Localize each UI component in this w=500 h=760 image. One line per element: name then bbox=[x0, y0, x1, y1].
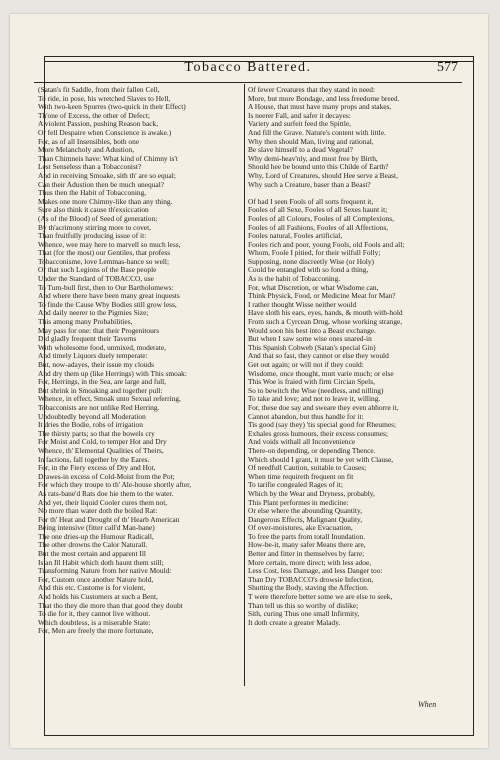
text-line: Is neerer Fall, and safer it decayes: bbox=[248, 111, 351, 120]
text-line: Think Physick, Food, or Medicine Meat for Man? bbox=[248, 292, 396, 301]
text-line: Than tell us this so worthy of dislike; bbox=[248, 601, 359, 610]
text-line: Th'one of Excess, the other of Defect; bbox=[38, 111, 150, 120]
text-line: To free the parts from totall Inundation. bbox=[248, 532, 366, 541]
text-line: Why demi-heav'nly, and most free by Birth, bbox=[248, 154, 378, 163]
text-line: As rats-bane'd Rats doe hie them to the water. bbox=[38, 489, 174, 498]
text-line: May pass for one: that their Progenitours bbox=[38, 326, 160, 335]
text-line: Less Cost, less Damage, and less Danger too: bbox=[248, 567, 383, 576]
text-line: And holds his Customers at such a Bent, bbox=[38, 593, 158, 602]
text-line: For th' Heat and Drought of th' Hearb American bbox=[38, 515, 180, 524]
text-line: Fooles of all Sexe, Fooles of all Sexes haunt it; bbox=[248, 206, 388, 215]
text-line: Can their Adustion then be much unequal? bbox=[38, 180, 165, 189]
text-line: Wisdome, once thought, mutt varie much; or else bbox=[248, 369, 394, 378]
text-line: It dries the Bodie, robs of irrigation bbox=[38, 421, 143, 430]
text-line: From such a Cyrcean Drug, whose working strange, bbox=[248, 318, 403, 327]
text-line: By th'acrimony stirring more to covet, bbox=[38, 223, 151, 232]
text-line: This Plant performes in medicine: bbox=[248, 498, 349, 507]
text-line: I rather thought Wisse neither would bbox=[248, 300, 357, 309]
text-line: Or fell Despaire when Conscience is awake.) bbox=[38, 128, 172, 137]
text-line: When time requireth frequent on fit bbox=[248, 472, 354, 481]
text-line: Of needfull Caution, suitable to Causes; bbox=[248, 464, 367, 473]
text-line: Which by the Wear and Dryness, probably, bbox=[248, 489, 375, 498]
text-line: Supposing, none discreetly Wise (or Holy) bbox=[248, 257, 375, 266]
text-line: But, now-adayes, their issue my clouds bbox=[38, 361, 154, 369]
text-line: The thirsty parts; so that the bowels cry bbox=[38, 429, 155, 438]
text-line: And voids withall all Inconvenience bbox=[248, 438, 356, 447]
text-line: The other drowns the Calor Naturall. bbox=[38, 541, 148, 550]
text-line: Drawes-in excess of Cold-Moist from the Pot; bbox=[38, 472, 175, 481]
text-line: For, as of all Insensibles, both one bbox=[38, 137, 140, 146]
text-line: Lest Senseless than a Tobacconist? bbox=[38, 163, 142, 172]
text-line: Variety and surfeit feed the Spittle, bbox=[248, 120, 352, 129]
text-line: And in receiving Smoake, sith th' are so equal; bbox=[38, 171, 176, 180]
text-line: Under the Standard of TOBACCO, use bbox=[38, 275, 154, 284]
text-line: Dangerous Effects, Malignant Quality, bbox=[248, 515, 363, 524]
text-line: For, Custom once another Nature hold, bbox=[38, 575, 154, 584]
text-line: And timely Liquors duely temperate: bbox=[38, 352, 148, 361]
text-line: But shrink in Smoaking and together pull: bbox=[38, 386, 163, 395]
running-title: Tobacco Battered. bbox=[184, 60, 312, 75]
text-line: Cannot abandon, but thus handle for it: bbox=[248, 412, 364, 421]
text-line: (Satan's fit Saddle, from their fallen Cell, bbox=[38, 86, 160, 94]
text-line: Tobacconisme, love Lemmas-bance so well; bbox=[38, 257, 170, 266]
text-line: Have sloth his ears, eyes, hands, & mouth with-hold bbox=[248, 309, 403, 318]
text-line: More, but more Bondage, and less freedome breed. bbox=[248, 94, 400, 103]
text-line: Whence, th' Elemental Qualities of Theirs, bbox=[38, 446, 164, 455]
text-line: Tis good (say they) 'tis special good for Rheumes; bbox=[248, 421, 397, 430]
text-line: Makes one more Chimny-like than any thing. bbox=[38, 197, 173, 206]
text-line: Why such a Creature, baser than a Beast? bbox=[248, 180, 371, 189]
text-line: Whom, Foole I pitied, for their wilfull Folly; bbox=[248, 249, 381, 258]
text-line: This among many Probabilities, bbox=[38, 318, 133, 327]
text-line: The one dries-up the Humour Radicall, bbox=[38, 532, 154, 541]
text-line: And where there have been many great inquests bbox=[38, 292, 180, 301]
text-line: To tarifie congealed Rages of it; bbox=[248, 481, 343, 490]
page-number: 577 bbox=[437, 60, 458, 75]
text-line: For, in the Fiery excess of Dry and Hot, bbox=[38, 464, 156, 473]
text-line: Being intensive (fitter call'd Man-bane) bbox=[38, 524, 155, 533]
text-line: Transforming Nature from her native Mould: bbox=[38, 567, 172, 576]
text-line: And fill the Grave. Nature's content with little. bbox=[248, 128, 386, 137]
text-line: And daily neerer to the Pigmies Size; bbox=[38, 309, 149, 318]
text-line: And dry them up (like Herrings) with This smoak: bbox=[38, 369, 187, 378]
text-line: Whence, wee may here to marvell so much less, bbox=[38, 240, 181, 249]
text-line: Should hee be bound unto this Childe of Earth? bbox=[248, 163, 389, 172]
catchword: When bbox=[418, 700, 437, 709]
text-line: Get out again; or will not if they could: bbox=[248, 361, 364, 369]
text-line: For, what Discretion, or what Wisdome can, bbox=[248, 283, 379, 292]
text-line: (As of the Blood) of Seed of generation; bbox=[38, 214, 158, 223]
text-line: To ride, in pose, his wretched Slaves to Hell, bbox=[38, 94, 171, 103]
text-line: How-be-it, many safer Means there are, bbox=[248, 541, 366, 550]
text-line: Tobacconists are not unlike Red Herring. bbox=[38, 403, 160, 412]
text-line: No more than water doth the boiled Rat: bbox=[38, 507, 158, 516]
text-line: Than fruitfully producing issue of it: bbox=[38, 232, 147, 241]
text-line: Better and fitter in themselves by farre; bbox=[248, 550, 365, 559]
text-line: Or else where the abounding Quantity, bbox=[248, 507, 363, 516]
text-line: To finde the Cause Why Bodies still grow less, bbox=[38, 300, 177, 309]
text-line: Thus then the Habit of Tobacconing, bbox=[38, 189, 147, 198]
text-line: Fooles rich and poor, young Fools, old Fools and all; bbox=[248, 240, 405, 249]
text-line: Fooles of all Fashions, Fooles of all Affections, bbox=[248, 223, 389, 232]
text-line: Undoubtedly beyond all Moderation bbox=[38, 412, 146, 421]
text-line: Or that such Legions of the Base people bbox=[38, 266, 157, 275]
text-line: Which doubtless, is a miserable State: bbox=[38, 618, 151, 627]
text-line: For, Men are freely the more fortunate, bbox=[38, 627, 154, 636]
text-line: This Woe is fraied with firm Circian Spels, bbox=[248, 378, 375, 387]
text-line: So to bewitch the Wise (needless, and nilling) bbox=[248, 386, 384, 395]
text-line: Of over-moistures, ake Evacuation, bbox=[248, 524, 353, 533]
text-line: But when I saw some wise ones snared-in bbox=[248, 335, 372, 344]
text-line: To take and love; and not to leave it, willing. bbox=[248, 395, 381, 404]
text-line: Of had I seen Fools of all sorts frequent it, bbox=[248, 197, 374, 206]
page-header bbox=[34, 58, 462, 83]
text-line: Sure also think it cause th'exsiccation bbox=[38, 206, 149, 215]
text-line: Be slave himself to a dead Vegetal? bbox=[248, 146, 353, 155]
text-line: Which should I grant, it must be yet with Clause, bbox=[248, 455, 394, 464]
text-line: A violent Passion, pushing Reason back, bbox=[38, 120, 159, 129]
text-line: More certain, more direct; with less adoe, bbox=[248, 558, 372, 567]
right-column bbox=[248, 86, 460, 627]
text-line: To die for it, they cannot live without. bbox=[38, 610, 151, 619]
text-line: Whence, in effect, Smoak unto Sexual referring, bbox=[38, 395, 181, 404]
text-line: For which they troupe to th' Ale-house shortly after, bbox=[38, 481, 192, 490]
text-line: Fooles of all Colours, Fooles of all Complexions, bbox=[248, 214, 394, 223]
text-line: Did gladly frequent their Taverns bbox=[38, 335, 137, 344]
text-line bbox=[248, 189, 460, 198]
text-line: There-on depending, or depending Thence. bbox=[248, 446, 376, 455]
text-line: And this etc. Custome is for violent, bbox=[38, 584, 146, 593]
text-line: That tho they die more than that good they doubt bbox=[38, 601, 183, 610]
text-line: But the most certain and apparent Ill bbox=[38, 550, 146, 559]
text-line: Exhales gross humours, their excess consumes; bbox=[248, 429, 388, 438]
text-line: A House, that must have many props and stakes, bbox=[248, 103, 392, 112]
text-line: Fooles natural, Fooles artificial, bbox=[248, 232, 343, 241]
text-line: More Melancholy and Adustion, bbox=[38, 146, 135, 155]
text-line: In factions, fall together by the Eares. bbox=[38, 455, 150, 464]
text-line: To Turn-bull first, then to Our Bartholomews: bbox=[38, 283, 174, 292]
text-line: T were therefore better some we are else to seek, bbox=[248, 593, 393, 602]
text-line: Of fewer Creatures that they stand in need: bbox=[248, 86, 376, 94]
text-line: As is the habit of Tobacconing. bbox=[248, 275, 341, 284]
column-divider bbox=[244, 84, 245, 686]
left-column bbox=[38, 86, 243, 636]
text-line: Shutting the Body, staving the Affection. bbox=[248, 584, 369, 593]
text-line: That (for the most) our Gentiles, that profess bbox=[38, 249, 171, 258]
text-line: Why, Lord of Creatures, should Hee serve a Beast, bbox=[248, 171, 398, 180]
text-line: Than Dry TOBACCO's drowsie Infection, bbox=[248, 575, 374, 584]
text-line: For Moist and Cold, to temper Hot and Dry bbox=[38, 438, 167, 447]
text-line: Than Chimneis have: What kind of Chimny is't bbox=[38, 154, 178, 163]
text-line: It doth create a greater Malady. bbox=[248, 618, 341, 627]
text-line: And that so fast, they cannot or else they would bbox=[248, 352, 389, 361]
text-line: Sith, curing Thus one small Infirmity, bbox=[248, 610, 360, 619]
text-line: For, these doe say and sweare they even abhorre it, bbox=[248, 403, 399, 412]
text-line: Why then should Man, living and rational, bbox=[248, 137, 374, 146]
text-line: Is an Ill Habit which doth haunt them still; bbox=[38, 558, 164, 567]
text-line: And yet, their liquid Cooler cures them not, bbox=[38, 498, 168, 507]
text-line: Could be entangled with so fond a thing, bbox=[248, 266, 369, 275]
text-line: With wholesome food, unmixed, moderate, bbox=[38, 343, 166, 352]
text-line: With two-keen Spurres (two-quick in their Effect) bbox=[38, 103, 186, 112]
text-line: For, Herrings, in the Sea, are large and full, bbox=[38, 378, 167, 387]
text-line: Would soon his best into a Beast exchange. bbox=[248, 326, 376, 335]
text-line: This Spanish Cobweb (Satan's special Gin) bbox=[248, 343, 376, 352]
